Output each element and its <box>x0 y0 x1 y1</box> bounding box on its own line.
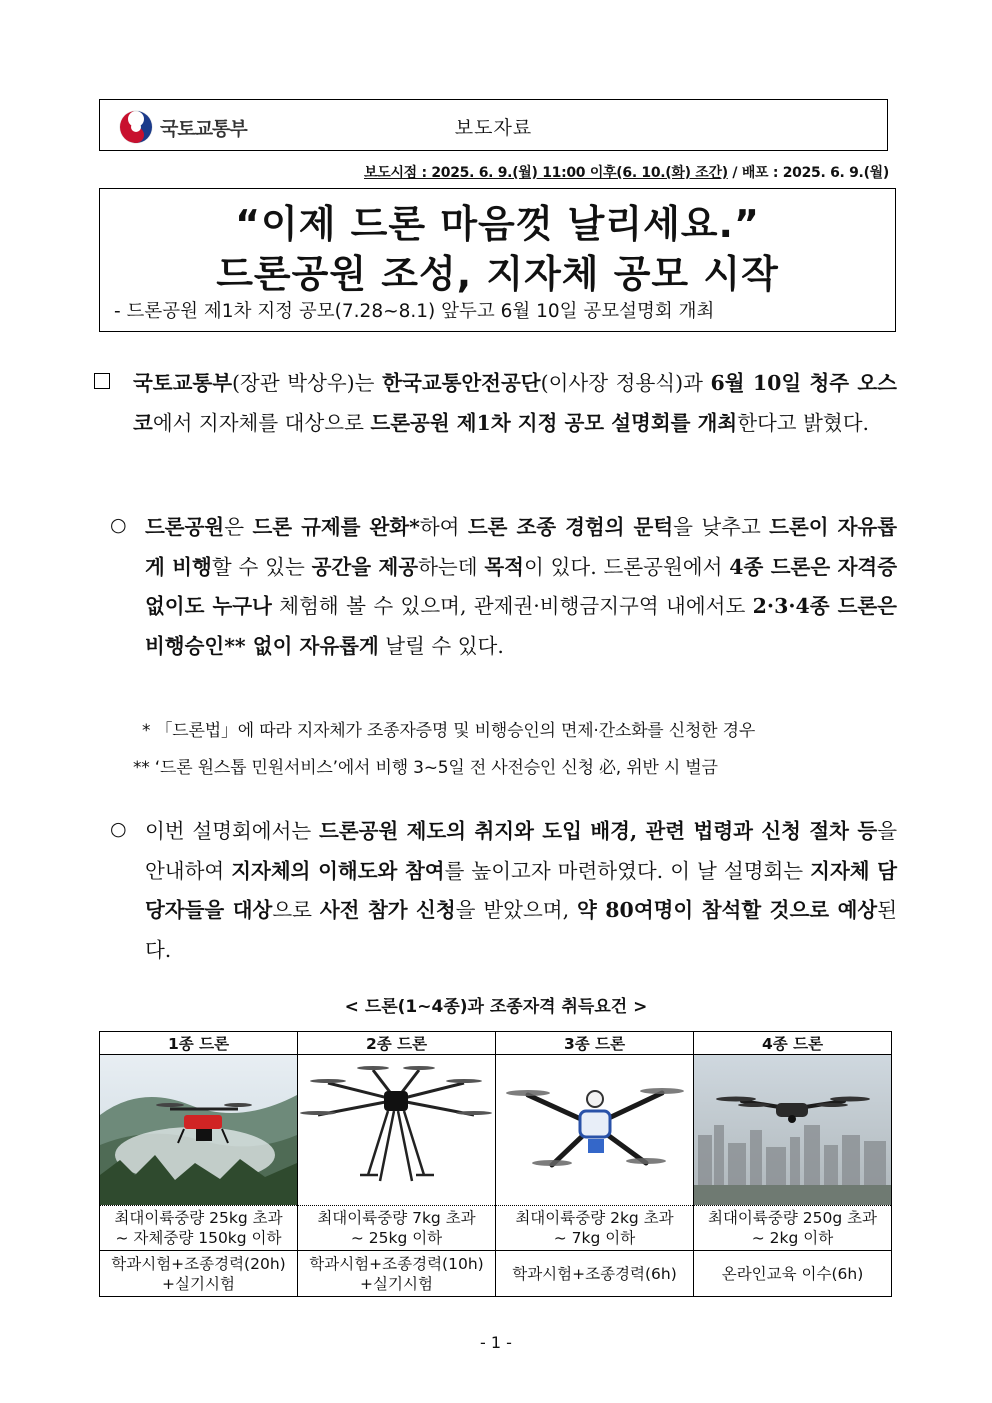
square-bullet-icon <box>94 373 110 389</box>
embargo-time: 보도시점 : 2025. 6. 9.(월) 11:00 이후(6. 10.(화) 조간) <box>364 165 728 181</box>
text-run-4: 를 높이고자 마련하였다. 이 날 설명회는 <box>444 858 811 883</box>
agri-spray-drone-icon <box>100 1055 297 1205</box>
bold-run-2: 한국교통안전공단 <box>382 371 541 395</box>
table-image-row <box>100 1055 892 1206</box>
col-head-2: 2종 드론 <box>298 1032 496 1055</box>
text-run-13: 체험해 볼 수 있으며, 관제권·비행금지구역 내에서도 <box>271 594 753 618</box>
text-run-8: 을 받았으며, <box>455 898 577 922</box>
title-box <box>99 188 896 332</box>
text-run-0: 이번 설명회에서는 <box>145 819 320 843</box>
bold-run-10: 목적 <box>484 554 524 579</box>
mini-drone-icon <box>694 1055 891 1205</box>
bold-run-0: 드론공원 <box>145 515 225 539</box>
bold-run-4: 6월 10일 청주 오스코 <box>133 371 897 435</box>
page-number: - 1 - <box>480 1333 512 1352</box>
bold-run-8: 공간을 제공 <box>311 554 419 579</box>
table-spec-row <box>100 1206 892 1251</box>
req-2-line-2: +실기시험 <box>360 1274 433 1293</box>
req-4-line-1: 온라인교육 이수(6h) <box>721 1264 864 1283</box>
quadcopter-drone-icon <box>496 1055 693 1205</box>
paragraph-1 <box>133 363 897 443</box>
spec-2-line-1: 최대이륙중량 7kg 초과 <box>317 1209 476 1227</box>
circle-bullet-icon: ○ <box>110 818 127 840</box>
bold-run-2: 드론 규제를 완화* <box>252 515 420 539</box>
footnote-1: * 「드론법」에 따라 지자체가 조종자증명 및 비행승인의 면제·간소화를 신청한 경우 <box>142 721 756 741</box>
spec-cell-1 <box>100 1206 298 1251</box>
footnote-2: ** ‘드론 원스톱 민원서비스’에서 비행 3~5일 전 사전승인 신청 必, 위반 시 벌금 <box>133 758 718 778</box>
ministry-name: 국토교통부 <box>160 117 247 140</box>
headline-1: “이제 드론 마음껏 날리세요.” <box>235 202 760 246</box>
bold-run-3: 지자체의 이해도와 참여 <box>231 858 445 883</box>
bold-run-5: 지자체 담당자들을 대상 <box>145 858 898 922</box>
spec-cell-3 <box>496 1206 694 1251</box>
subheadline: - 드론공원 제1차 지정 공모(7.28~8.1) 앞두고 6월 10일 공모설명회 개최 <box>114 301 715 322</box>
release-separator: / <box>727 165 742 181</box>
release-info <box>364 162 889 182</box>
col-head-4: 4종 드론 <box>694 1032 892 1055</box>
doc-type: 보도자료 <box>454 117 533 139</box>
bold-run-0: 국토교통부 <box>133 371 233 395</box>
spec-4-line-1: 최대이륙중량 250g 초과 <box>707 1209 878 1227</box>
paragraph-3 <box>145 812 897 970</box>
bold-run-9: 약 80여명이 참석할 것으로 예상 <box>576 898 878 922</box>
spec-cell-2 <box>298 1206 496 1251</box>
req-cell-2 <box>298 1251 496 1297</box>
spec-1-line-1: 최대이륙중량 25kg 초과 <box>114 1209 283 1227</box>
spec-cell-4 <box>694 1206 892 1251</box>
text-run-6: 으로 <box>272 898 320 922</box>
bold-run-6: 드론공원 제1차 지정 공모 설명회를 개최 <box>370 411 738 435</box>
req-1-line-1: 학과시험+조종경력(20h) <box>111 1254 286 1273</box>
bold-run-12: 4종 드론은 자격증 없이도 누구나 <box>145 554 898 618</box>
req-1-line-2: +실기시험 <box>162 1274 235 1293</box>
spec-3-line-2: ~ 7kg 이하 <box>553 1229 636 1247</box>
text-run-5: 을 낮추고 <box>673 515 770 539</box>
req-cell-3 <box>496 1251 694 1297</box>
text-run-1: (장관 박상우)는 <box>232 371 383 395</box>
bold-run-1: 드론공원 제도의 취지와 도입 배경, 관련 법령과 신청 절차 등 <box>319 819 878 843</box>
drone-photo-4 <box>694 1055 892 1206</box>
distribution-date: 배포 : 2025. 6. 9.(월) <box>741 165 889 181</box>
spec-3-line-1: 최대이륙중량 2kg 초과 <box>515 1209 674 1227</box>
bold-run-6: 드론이 자유롭게 비행 <box>145 515 897 579</box>
text-run-5: 에서 지자체를 대상으로 <box>152 411 371 435</box>
text-run-9: 하는데 <box>418 554 485 579</box>
table-req-row <box>100 1251 892 1297</box>
spec-1-line-2: ~ 자체중량 150kg 이하 <box>115 1229 282 1247</box>
text-run-3: (이사장 정용식)과 <box>540 371 711 395</box>
drone-class-table <box>99 1031 892 1297</box>
req-3-line-1: 학과시험+조종경력(6h) <box>512 1264 677 1283</box>
bold-run-14: 2·3·4종 드론은 비행승인** 없이 자유롭게 <box>145 594 897 658</box>
req-cell-4 <box>694 1251 892 1297</box>
req-2-line-1: 학과시험+조종경력(10h) <box>309 1254 484 1273</box>
spec-2-line-2: ~ 25kg 이하 <box>350 1229 443 1247</box>
text-run-10: 된다. <box>145 898 897 962</box>
drone-photo-1 <box>100 1055 298 1206</box>
text-run-3: 하여 <box>419 515 468 539</box>
text-run-2: 을 안내하여 <box>145 819 898 883</box>
drone-photo-3 <box>496 1055 694 1206</box>
text-run-7: 할 수 있는 <box>211 554 312 579</box>
col-head-3: 3종 드론 <box>496 1032 694 1055</box>
headline-2: 드론공원 조성, 지자체 공모 시작 <box>216 252 779 296</box>
hexacopter-drone-icon <box>298 1055 495 1205</box>
spec-4-line-2: ~ 2kg 이하 <box>751 1229 834 1247</box>
paragraph-2 <box>145 508 897 666</box>
col-head-1: 1종 드론 <box>100 1032 298 1055</box>
drone-photo-2 <box>298 1055 496 1206</box>
text-run-7: 한다고 밝혔다. <box>737 411 870 435</box>
header-box <box>99 99 888 151</box>
req-cell-1 <box>100 1251 298 1297</box>
bold-run-4: 드론 조종 경험의 문턱 <box>467 515 674 539</box>
table-title: < 드론(1~4종)과 조종자격 취득요건 > <box>344 997 648 1017</box>
text-run-1: 은 <box>224 515 253 539</box>
circle-bullet-icon: ○ <box>110 514 127 536</box>
text-run-11: 이 있다. 드론공원에서 <box>523 554 730 579</box>
bold-run-7: 사전 참가 신청 <box>319 898 456 922</box>
table-header-row <box>100 1032 892 1055</box>
text-run-15: 날릴 수 있다. <box>378 633 504 658</box>
